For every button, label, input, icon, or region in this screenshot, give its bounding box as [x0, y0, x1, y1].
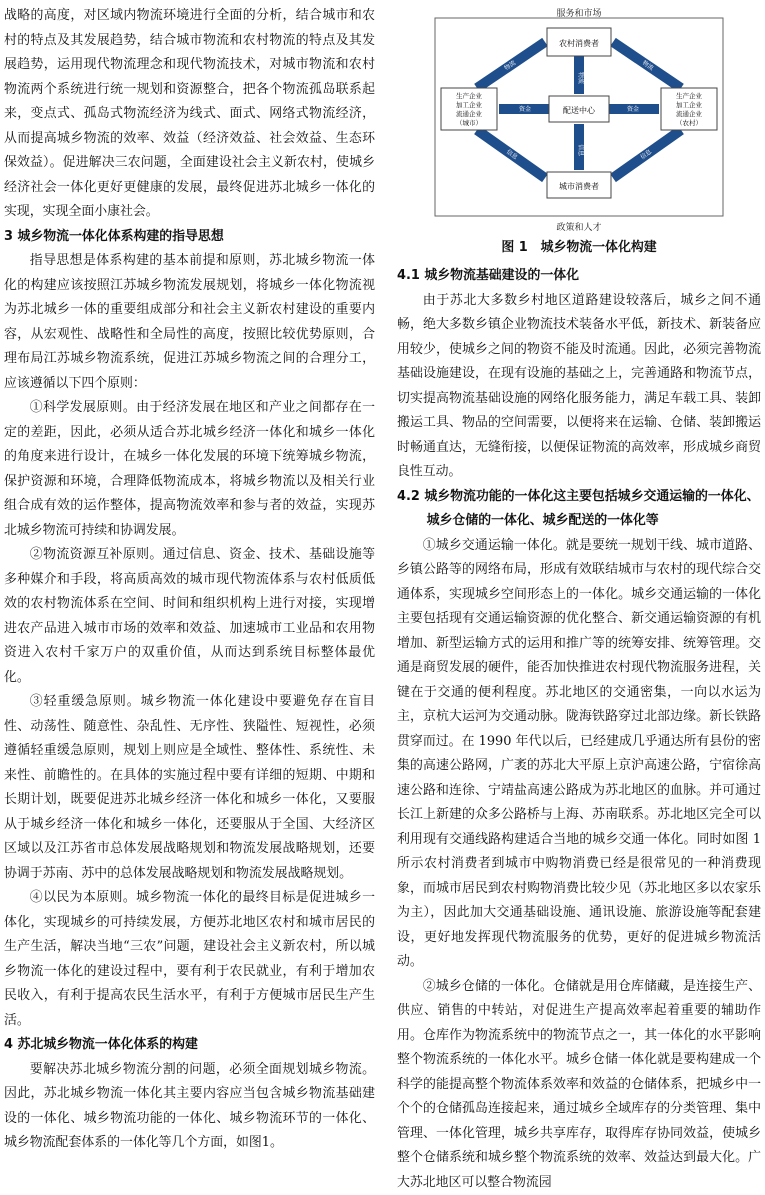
- arrow-text-bl: 信息: [505, 148, 520, 162]
- box-rural-consumer-label: 农村消费者: [559, 38, 599, 48]
- logistics-diagram: [429, 4, 729, 234]
- box-city-line-2: 加工企业: [456, 100, 483, 109]
- bottom-label: 政策和人才: [556, 221, 601, 233]
- paragraph-guiding-principles: 指导思想是体系构建的基本前提和原则，苏北城乡物流一体化的构建应该按照江苏城乡物流发展规划，将城乡一体化物流视为苏北城乡一体的重要组成部分和社会主义新农村建设的重要内容，从宏观性、战略性和全局性的高度，按照比较优势原则，合理布局江苏城乡物流系统，促进江苏城乡物流之间的合理分工，应该遵循以下四个原则：: [4, 249, 375, 396]
- paragraph-4-1: 由于苏北大多数乡村地区道路建设较落后，城乡之间不通畅，绝大多数乡镇企业物流技术装备水平低，新技术、新装备应用较少，使城乡之间的物资不能及时流通。因此，必须完善物流基础设施建设，在现有设施的基础之上，完善通路和物流节点，切实提高物流基础设施的网络化服务能力，满足车载工具、装卸搬运工具、物品的空间需要，以便将来在运输、仓储、装卸搬运时畅通直达，无缝衔接，以便保证物流的高效率，形成城乡商贸良性互动。: [397, 289, 761, 485]
- right-column: [397, 4, 761, 1195]
- section-4-1-heading: 4.1 城乡物流基础建设的一体化: [397, 264, 761, 289]
- section-3-heading: 3 城乡物流一体化体系构建的指导思想: [4, 225, 375, 250]
- section-4-heading: 4 苏北城乡物流一体化体系的构建: [4, 1033, 375, 1058]
- left-column: [4, 4, 375, 1156]
- figure-1: [397, 4, 761, 234]
- paragraph-intro-continued: 战略的高度，对区域内物流环境进行全面的分析，结合城市和农村的特点及其发展趋势，结合城市物流和农村物流的特点及其发展趋势，运用现代物流理念和现代物流技术，对城市物流和农村物流两个系统进行统一规划和资源整合，把各个物流孤岛联系起来，变点式、孤岛式物流经济为线式、面式、网络式物流经济，从而提高城乡物流的效率、效益（经济效益、社会效益、生态环保效益）。促进解决三农问题，全面建设社会主义新农村，使城乡经济社会一体化更好更健康的发展，最终促进苏北城乡一体化的实现，实现全面小康社会。: [4, 4, 375, 225]
- section-4-2-heading: 4.2 城乡物流功能的一体化这主要包括城乡交通运输的一体化、城乡仓储的一体化、城乡配送的一体化等: [397, 485, 761, 534]
- arrow-text-br: 信息: [639, 147, 654, 161]
- paragraph-principle-2: ②物流资源互补原则。通过信息、资金、技术、基础设施等多种媒介和手段，将高质高效的城市现代物流体系与农村低质低效的农村物流体系在空间、时间和组织机构上进行对接，实现增进农产品进入城市市场的效率和效益、加速城市工业品和农用物资进入农村千家万户的双重价值，从而达到系统目标整体最优化。: [4, 543, 375, 690]
- box-rural-line-2: 加工企业: [676, 100, 703, 109]
- arrow-text-left: 资金: [519, 105, 531, 113]
- box-rural-line-3: 流通企业: [676, 109, 703, 118]
- paragraph-principle-3: ③轻重缓急原则。城乡物流一体化建设中要避免存在盲目性、动荡性、随意性、杂乱性、无序性、狭隘性、短视性，必须遵循轻重缓急原则，规划上则应是全域性、整体性、系统性、未来性、前瞻性的。在具体的实施过程中要有详细的短期、中期和长期计划，既要促进苏北城乡经济一体化和城乡一体化，又要服从于城乡经济一体化和城乡一体化，还要服从于全国、大经济区区域以及江苏省市总体发展战略规划和物流发展战略规划，还要协调于苏南、苏中的总体发展战略规划和物流发展战略规划。: [4, 690, 375, 886]
- arrow-text-bottom: 信息: [577, 144, 585, 157]
- arrow-text-tr: 物流: [641, 59, 655, 72]
- box-distribution-center-label: 配送中心: [563, 105, 596, 115]
- box-city-line-3: 流通企业: [456, 109, 483, 118]
- arrow-text-tl: 物流: [503, 59, 517, 72]
- box-urban-consumer-label: 城市消费者: [559, 181, 599, 191]
- paragraph-section-4-intro: 要解决苏北城乡物流分割的问题，必须全面规划城乡物流。因此，苏北城乡物流一体化其主要内容应当包含城乡物流基础建设的一体化、城乡物流功能的一体化、城乡物流环节的一体化、城乡物流配套体系的一体化等几个方面，如图1。: [4, 1058, 375, 1156]
- arrow-text-right: 资金: [627, 105, 639, 113]
- paragraph-transport: ①城乡交通运输一体化。就是要统一规划干线、城市道路、乡镇公路等的网络布局，形成有效联结城市与农村的现代综合交通体系，实现城乡空间形态上的一体化。城乡交通运输的一体化主要包括现有交通运输资源的优化整合、新交通运输资源的有机增加、新型运输方式的运用和推广等的统筹安排、统筹管理。交通是商贸发展的硬件，能否加快推进农村现代物流服务进程，关键在于交通的便利程度。苏北地区的交通密集，一向以水运为主，京杭大运河为交通动脉。陇海铁路穿过北部边缘。新长铁路贯穿而过。在 1990 年代以后，已经建成几乎通达所有县份的密集的高速公路网，广袤的苏北大平原上京沪高速公路，宁宿徐高速公路和连徐、宁靖盐高速公路成为苏北地区的血脉。并可通过长江上新建的众多公路桥与上海、苏南联系。苏北地区完全可以利用现有交通线路构建适合当地的城乡交通一体化。同时如图 1 所示农村消费者到城市中购物消费已经是很常见的一种消费现象，而城市居民到农村购物消费比较少见（苏北地区多以农家乐为主），因此加大交通基础设施、通讯设施、旅游设施等配套建设，更好地发挥现代物流服务的优势，更好的促进城乡物流活动。: [397, 534, 761, 975]
- top-label: 服务和市场: [556, 7, 601, 19]
- figure-caption: 图 1 城乡物流一体化构建: [397, 234, 761, 262]
- paragraph-warehousing: ②城乡仓储的一体化。仓储就是用仓库储藏，是连接生产、供应、销售的中转站，对促进生产提高效率起着重要的辅助作用。仓库作为物流系统中的物流节点之一，其一体化的水平影响整个物流系统的一体化水平。城乡仓储一体化就是要构建成一个科学的能提高整个物流体系效率和效益的仓储体系，把城乡中一个个的仓储孤岛连接起来，通过城乡全域库存的分类管理、集中管理、一体化管理，城乡共享库存，取得库存协同效益，使城乡整个仓储系统和城乡整个物流系统的效率、效益达到最大化。广大苏北地区可以整合物流园: [397, 975, 761, 1195]
- box-rural-line-1: 生产企业: [676, 91, 703, 100]
- paragraph-principle-4: ④以民为本原则。城乡物流一体化的最终目标是促进城乡一体化，实现城乡的可持续发展，方便苏北地区农村和城市居民的生产生活，解决当地“三农”问题，建设社会主义新农村，所以城乡物流一体化的建设过程中，要有利于农民就业，有利于增加农民收入，有利于提高农民生活水平，有利于方便城市居民生产生活。: [4, 886, 375, 1033]
- box-city-line-4: （城市）: [456, 118, 482, 127]
- box-city-line-1: 生产企业: [456, 91, 483, 100]
- paragraph-principle-1: ①科学发展原则。由于经济发展在地区和产业之间都存在一定的差距，因此，必须从适合苏北城乡经济一体化和城乡一体化的角度来进行设计，在城乡一体化发展的环境下统筹城乡物流，保护资源和环境，合理降低物流成本，将城乡物流以及相关行业组合成有效的运作整体，提高物流效率和参与者的效益，实现苏北城乡物流可持续和协调发展。: [4, 396, 375, 543]
- arrow-text-top: 物流: [577, 72, 585, 84]
- box-rural-line-4: （农村）: [676, 118, 702, 127]
